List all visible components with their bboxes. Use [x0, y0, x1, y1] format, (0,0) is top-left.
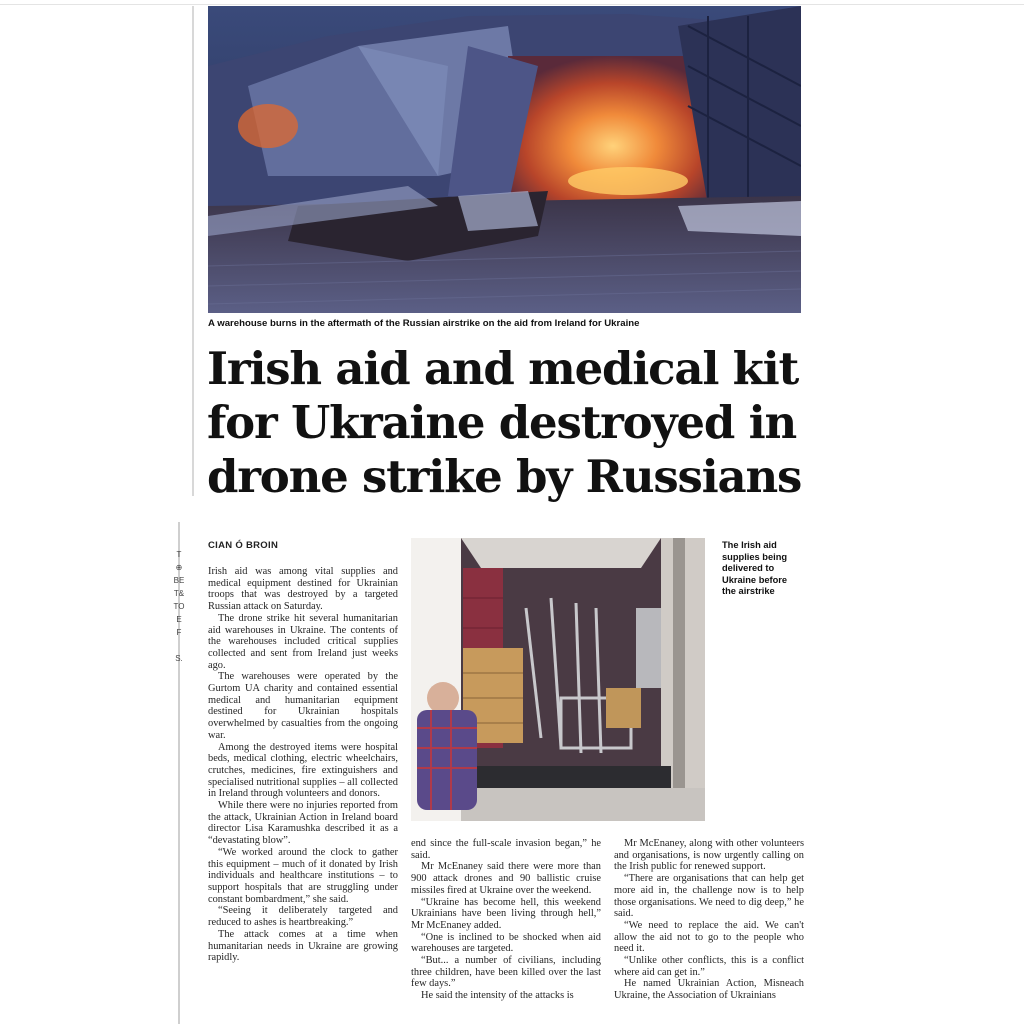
byline: CIAN Ó BROIN	[208, 540, 279, 551]
paragraph: The drone strike hit several humanitarian aid warehouses in Ukraine. The contents of the warehouses included critical supplies collected and sent from Ireland just weeks ago.	[208, 612, 398, 671]
paragraph: The warehouses were operated by the Gurtom UA charity and contained essential medical and humanitarian equipment destined for Ukrainian hospitals overwhelmed by casualties from the ongoing war.	[208, 671, 398, 741]
headline-line-3: drone strike by Russians	[207, 450, 802, 503]
paragraph: The attack comes at a time when humanitarian needs in Ukraine are growing rapidly.	[208, 928, 398, 964]
warehouse-fire-photo	[208, 6, 801, 313]
paragraph: Irish aid was among vital supplies and medical equipment destined for Ukrainian troops that was destroyed by a targeted Russian attack on Saturday.	[208, 566, 398, 613]
paragraph: Among the destroyed items were hospital beds, medical clothing, electric wheelchairs, crutches, medicines, fire extinguishers and specialised nutritional supplies – all collected in Ireland through volunteers and donors.	[208, 741, 398, 800]
paragraph: He said the intensity of the attacks is	[421, 990, 574, 1002]
paragraph: “But... a number of civilians, including three children, have been killed over the last few days.”	[411, 955, 601, 990]
paragraph: “There are organisations that can help get more aid in, the challenge now is to help those organisations. We need to dig deep,” he said.	[614, 873, 804, 920]
column-divider-top	[192, 6, 194, 496]
paragraph: “Ukraine has become hell, this weekend Ukrainians have been living through hell,” Mr McEnaney added.	[411, 896, 601, 931]
truck-photo-caption: The Irish aid supplies being delivered to Ukraine before the airstrike	[722, 540, 788, 596]
headline	[207, 342, 807, 504]
article-column-3	[614, 838, 804, 1002]
paragraph: He named Ukrainian Action, Misneach Ukraine, the Association of Ukrainians	[614, 978, 804, 1002]
paragraph: “One is inclined to be shocked when aid warehouses are targeted.	[411, 931, 601, 955]
headline-line-2: for Ukraine destroyed in	[207, 396, 797, 449]
paragraph: Mr McEnaney, along with other volunteers and organisations, is now urgently calling on the Irish public for renewed support.	[614, 838, 804, 873]
paragraph: “Seeing it deliberately targeted and reduced to ashes is heartbreaking.”	[208, 905, 398, 929]
headline-line-1: Irish aid and medical kit	[207, 342, 799, 395]
paragraph: Mr McEnaney said there were more than 900 attack drones and 90 ballistic cruise missiles fired at Ukraine over the weekend.	[411, 861, 601, 896]
photo-caption: A warehouse burns in the aftermath of the Russian airstrike on the aid from Ireland for Ukraine	[208, 318, 640, 329]
paragraph: “Unlike other conflicts, this is a conflict where aid can get in.”	[614, 955, 804, 978]
adjacent-page-sliver: T ⊕ BE T& TO E F S.	[173, 550, 185, 663]
paragraph: “We need to replace the aid. We can't allow the aid not to go to the people who need it.	[614, 919, 804, 955]
page-top-rule	[0, 4, 1024, 5]
paragraph: While there were no injuries reported from the attack, Ukrainian Action in Ireland board director Lisa Karamushka described it as a “devastating blow”.	[208, 800, 398, 847]
article-column-2	[411, 838, 601, 1002]
paragraph: “We worked around the clock to gather this equipment – much of it donated by Irish individuals and healthcare institutions – to support hospitals that are struggling under constant bombardment,” she said.	[208, 846, 398, 905]
article-column-1	[208, 566, 398, 964]
paragraph: end since the full-scale invasion began,” he said.	[411, 838, 601, 861]
aid-truck-photo	[411, 538, 705, 821]
